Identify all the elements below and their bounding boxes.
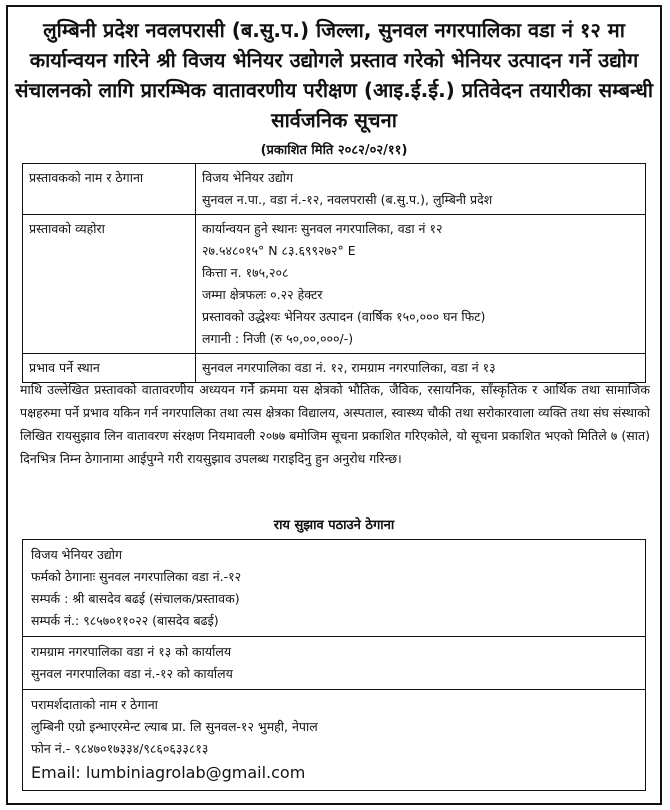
address-block-industry bbox=[23, 540, 646, 637]
address-line: लुम्बिनी एग्रो इन्भाएरमेन्ट ल्याब प्रा. लि सुनवल-१२ भुमही, नेपाल bbox=[31, 719, 318, 734]
table-row bbox=[23, 540, 646, 637]
project-objective: प्रस्तावको उद्धेश्यः भेनियर उत्पादन (वार्षिक १५०,००० घन फिट) bbox=[202, 309, 486, 324]
notice-body: माथि उल्लेखित प्रस्तावको वातावरणीय अध्ययन गर्ने क्रममा यस क्षेत्रको भौतिक, जैविक, रसायनिक, साँस्कृतिक र आर्थिक तथा सामाजिक पक्षहरुमा पर्ने प्रभाव यकिन गर्न नगरपालिका तथा त्यस क्षेत्रका विद्यालय, अस्पताल, स्वास्थ्य चौकी तथा सरोकारवाला व्यक्ति तथा संघ संस्थाको लिखित रायसुझाव लिन वातावरण संरक्षण नियमावली २०७७ बमोजिम सूचना प्रकाशित गरिएकोले, यो सूचना प्रकाशित भएको मितिले ७ (सात) दिनभित्र निम्न ठेगानामा आईपुग्ने गरी रायसुझाव उपलब्ध गराइदिनु हुन अनुरोध गरिन्छ। bbox=[20, 382, 650, 466]
address-block-offices bbox=[23, 637, 646, 690]
plot-number: कित्ता न. १७५,२०८ bbox=[202, 265, 289, 280]
table-row bbox=[23, 637, 646, 690]
project-coordinates: २७.५४८०१५° N ८३.६९९२७२° E bbox=[202, 243, 356, 258]
row-value bbox=[196, 215, 646, 354]
affected-area: सुनवल नगरपालिका वडा नं. १२, रामग्राम नगरपालिका, वडा नं १३ bbox=[202, 360, 496, 375]
address-table bbox=[22, 539, 646, 791]
notice-frame bbox=[6, 5, 662, 805]
published-date: (प्रकाशित मिति २०८२/०२/११) bbox=[260, 143, 408, 158]
address-line: सुनवल नगरपालिका वडा नं.-१२ को कार्यालय bbox=[31, 666, 233, 681]
row-value bbox=[196, 164, 646, 215]
address-line: सम्पर्क नं.: ९८५७०११०२२ (बासदेव बढई) bbox=[31, 613, 219, 628]
address-line: परामर्शदाताको नाम र ठेगाना bbox=[31, 697, 158, 712]
proposal-info-table bbox=[22, 163, 646, 383]
proposer-name: विजय भेनियर उद्योग bbox=[202, 170, 293, 185]
project-location: कार्यान्वयन हुने स्थानः सुनवल नगरपालिका, वडा नं १२ bbox=[202, 221, 443, 236]
row-label: प्रभाव पर्ने स्थान bbox=[23, 354, 196, 383]
table-row bbox=[23, 215, 646, 354]
address-line: फर्मको ठेगानाः सुनवल नगरपालिका वडा नं.-१२ bbox=[31, 569, 242, 584]
investment: लगानी : निजी (रु ५०,००,०००/-) bbox=[202, 331, 354, 346]
row-label: प्रस्तावको व्यहोरा bbox=[23, 215, 196, 354]
notice-title: लुम्बिनी प्रदेश नवलपरासी (ब.सु.प.) जिल्ला, सुनवल नगरपालिका वडा नं १२ मा कार्यान्वयन गरिने श्री विजय भेनियर उद्योगले प्रस्ताव गरेको भेनियर उत्पादन गर्ने उद्योग संचालनको लागि प्रारम्भिक वातावरणीय परीक्षण (आइ.ई.ई.) प्रतिवेदन तयारीका सम्बन्धी सार्वजनिक सूचना bbox=[14, 18, 654, 132]
address-heading: राय सुझाव पठाउने ठेगाना bbox=[273, 518, 395, 533]
address-line: विजय भेनियर उद्योग bbox=[31, 547, 122, 562]
table-row bbox=[23, 164, 646, 215]
total-area: जम्मा क्षेत्रफलः ०.२२ हेक्टर bbox=[202, 287, 323, 302]
address-line: फोन नं.- ९८४७०१७३३४/९८६०६३३८१३ bbox=[31, 741, 209, 756]
address-line: रामग्राम नगरपालिका वडा नं १३ को कार्यालय bbox=[31, 644, 232, 659]
proposer-address: सुनवल न.पा., वडा नं.-१२, नवलपरासी (ब.सु.प.), लुम्बिनी प्रदेश bbox=[202, 192, 493, 207]
address-block-consultant bbox=[23, 690, 646, 791]
row-label: प्रस्तावकको नाम र ठेगाना bbox=[23, 164, 196, 215]
table-row bbox=[23, 690, 646, 791]
address-line: सम्पर्क : श्री बासदेव बढई (संचालक/प्रस्तावक) bbox=[31, 591, 240, 606]
email-link[interactable]: Email: lumbiniagrolab@gmail.com bbox=[31, 763, 306, 782]
